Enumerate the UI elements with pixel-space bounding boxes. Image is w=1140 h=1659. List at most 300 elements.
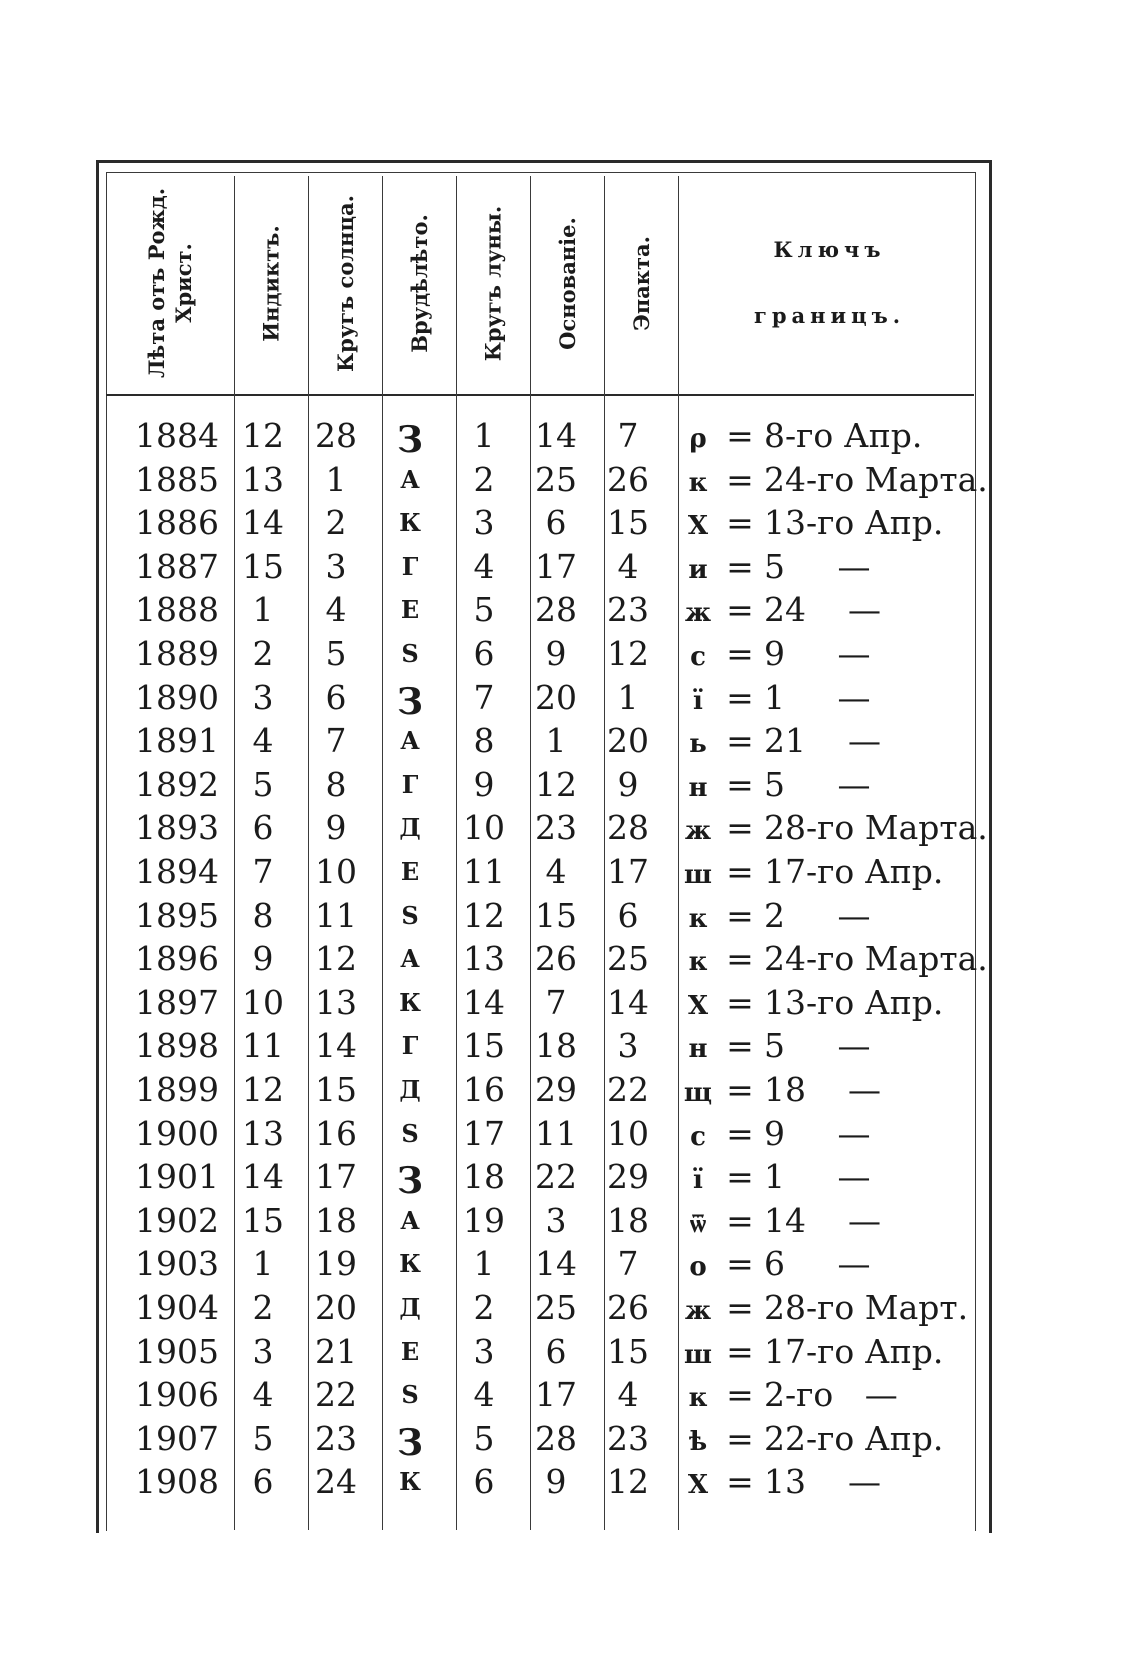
key-date: 21 —: [764, 721, 881, 760]
header-moon-cycle: Кругъ луны.: [480, 205, 506, 361]
key-letter: Χ: [687, 1470, 709, 1500]
osnovanie-cell: 4: [545, 852, 567, 891]
indict-cell: 1: [252, 1244, 274, 1283]
table-row: [106, 719, 974, 763]
key-letter: ш: [684, 1340, 712, 1370]
moon-cycle-cell: 16: [463, 1070, 505, 1109]
key-date: 13-го Апр.: [764, 983, 944, 1022]
moon-cycle-cell: 1: [473, 1244, 495, 1283]
key-cell: [680, 806, 988, 850]
key-cell: [680, 1068, 970, 1112]
header-years: [106, 176, 234, 390]
table-row: [106, 937, 988, 981]
key-date: 5 —: [764, 547, 871, 586]
moon-cycle-cell: 1: [473, 416, 495, 455]
sun-cycle-cell: 7: [325, 721, 347, 760]
epakta-cell: 20: [607, 721, 649, 760]
sun-cycle-cell: 3: [325, 547, 347, 586]
key-cell: [680, 501, 970, 545]
table-row: [106, 632, 974, 676]
table-row: [106, 1112, 974, 1156]
key-cell: [680, 850, 970, 894]
vrutseleto-cell: К: [399, 988, 421, 1017]
header-epakta: Эпакта.: [628, 235, 654, 331]
key-date: 18 —: [764, 1070, 881, 1109]
header-indict: Индиктъ.: [258, 224, 284, 342]
osnovanie-cell: 28: [535, 1419, 577, 1458]
key-equals: =: [726, 460, 754, 499]
epakta-cell: 1: [617, 678, 639, 717]
key-date: 1 —: [764, 678, 871, 717]
table-row: [106, 1242, 974, 1286]
indict-cell: 5: [252, 765, 274, 804]
moon-cycle-cell: 8: [473, 721, 495, 760]
indict-cell: 2: [252, 634, 274, 673]
table-row: [106, 1460, 974, 1504]
key-letter: Χ: [687, 511, 709, 541]
epakta-cell: 10: [607, 1114, 649, 1153]
year-cell: 1905: [135, 1332, 219, 1371]
key-equals: =: [726, 808, 754, 847]
sun-cycle-cell: 19: [315, 1244, 357, 1283]
key-date: 5 —: [764, 765, 871, 804]
epakta-cell: 22: [607, 1070, 649, 1109]
header-key-line2: границъ.: [753, 303, 906, 328]
key-date: 28-го Март.: [764, 1288, 969, 1327]
key-equals: =: [726, 1419, 754, 1458]
key-equals: =: [726, 721, 754, 760]
indict-cell: 3: [252, 1332, 274, 1371]
vrutseleto-cell: Д: [399, 1075, 421, 1104]
key-date: 6 —: [764, 1244, 871, 1283]
indict-cell: 14: [242, 503, 284, 542]
year-cell: 1899: [135, 1070, 219, 1109]
key-date: 8-го Апр.: [764, 416, 923, 455]
epakta-cell: 29: [607, 1157, 649, 1196]
key-date: 17-го Апр.: [764, 1332, 944, 1371]
key-equals: =: [726, 1070, 754, 1109]
sun-cycle-cell: 23: [315, 1419, 357, 1458]
indict-cell: 3: [252, 678, 274, 717]
key-date: 5 —: [764, 1026, 871, 1065]
table-row: [106, 763, 974, 807]
key-equals: =: [726, 765, 754, 804]
key-cell: [680, 1417, 970, 1461]
table-row: [106, 850, 974, 894]
vrutseleto-cell: А: [400, 726, 420, 755]
indict-cell: 2: [252, 1288, 274, 1327]
year-cell: 1900: [135, 1114, 219, 1153]
key-equals: =: [726, 1114, 754, 1153]
key-letter: ї: [693, 1165, 703, 1195]
key-letter: ї: [693, 686, 703, 716]
vrutseleto-cell: Е: [400, 857, 420, 886]
year-cell: 1889: [135, 634, 219, 673]
moon-cycle-cell: 7: [473, 678, 495, 717]
indict-cell: 1: [252, 590, 274, 629]
sun-cycle-cell: 22: [315, 1375, 357, 1414]
sun-cycle-cell: 28: [315, 416, 357, 455]
indict-cell: 15: [242, 1201, 284, 1240]
moon-cycle-cell: 14: [463, 983, 505, 1022]
key-date: 13-го Апр.: [764, 503, 944, 542]
table-row: [106, 1417, 974, 1464]
table-row: [106, 894, 974, 938]
osnovanie-cell: 17: [535, 1375, 577, 1414]
key-date: 13 —: [764, 1462, 881, 1501]
osnovanie-cell: 23: [535, 808, 577, 847]
moon-cycle-cell: 3: [473, 503, 495, 542]
vrutseleto-cell: Д: [399, 1293, 421, 1322]
key-equals: =: [726, 590, 754, 629]
key-date: 28-го Марта.: [764, 808, 988, 847]
vrutseleto-cell: З: [397, 681, 423, 723]
epakta-cell: 23: [607, 590, 649, 629]
vrutseleto-cell: Ѕ: [401, 1119, 419, 1148]
table-row: [106, 1155, 974, 1202]
year-cell: 1895: [135, 896, 219, 935]
key-date: 2-го —: [764, 1375, 898, 1414]
vrutseleto-cell: К: [399, 1467, 421, 1496]
vrutseleto-cell: А: [400, 944, 420, 973]
key-letter: о: [689, 1252, 707, 1282]
osnovanie-cell: 14: [535, 1244, 577, 1283]
indict-cell: 11: [242, 1026, 284, 1065]
vrutseleto-cell: Г: [401, 770, 419, 799]
header-sun-cycle: Кругъ солнца.: [332, 194, 358, 372]
key-cell: [680, 458, 988, 502]
key-cell: [680, 981, 970, 1025]
year-cell: 1908: [135, 1462, 219, 1501]
year-cell: 1885: [135, 460, 219, 499]
epakta-cell: 6: [617, 896, 639, 935]
key-letter: ѿ: [689, 1209, 707, 1239]
table-row: [106, 806, 988, 850]
key-letter: к: [688, 947, 708, 977]
year-cell: 1902: [135, 1201, 219, 1240]
key-equals: =: [726, 939, 754, 978]
vrutseleto-cell: Е: [400, 595, 420, 624]
moon-cycle-cell: 17: [463, 1114, 505, 1153]
epakta-cell: 9: [617, 765, 639, 804]
epakta-cell: 15: [607, 503, 649, 542]
indict-cell: 13: [242, 1114, 284, 1153]
key-equals: =: [726, 896, 754, 935]
header-rule: [106, 394, 974, 396]
indict-cell: 5: [252, 1419, 274, 1458]
key-date: 24-го Марта.: [764, 460, 988, 499]
year-cell: 1906: [135, 1375, 219, 1414]
table-row: [106, 1024, 974, 1068]
key-letter: ь: [689, 729, 707, 759]
header-key-line1: Ключъ: [773, 237, 886, 262]
key-cell: [680, 1199, 970, 1243]
year-cell: 1887: [135, 547, 219, 586]
moon-cycle-cell: 15: [463, 1026, 505, 1065]
year-cell: 1888: [135, 590, 219, 629]
table-row: [106, 1286, 974, 1330]
year-cell: 1884: [135, 416, 219, 455]
epakta-cell: 23: [607, 1419, 649, 1458]
key-date: 2 —: [764, 896, 871, 935]
key-cell: [680, 632, 970, 676]
year-cell: 1897: [135, 983, 219, 1022]
moon-cycle-cell: 18: [463, 1157, 505, 1196]
vrutseleto-cell: А: [400, 465, 420, 494]
moon-cycle-cell: 10: [463, 808, 505, 847]
table-row: [106, 1373, 974, 1417]
header-osnovanie: Основаніе.: [554, 216, 580, 350]
key-cell: [680, 1155, 970, 1199]
key-cell: [680, 1112, 970, 1156]
sun-cycle-cell: 21: [315, 1332, 357, 1371]
key-equals: =: [726, 678, 754, 717]
table-row: [106, 1068, 974, 1112]
epakta-cell: 26: [607, 1288, 649, 1327]
vrutseleto-cell: Ѕ: [401, 1380, 419, 1409]
key-equals: =: [726, 1026, 754, 1065]
key-cell: [680, 937, 988, 981]
key-letter: к: [688, 904, 708, 934]
sun-cycle-cell: 6: [325, 678, 347, 717]
osnovanie-cell: 11: [535, 1114, 577, 1153]
key-equals: =: [726, 416, 754, 455]
key-letter: и: [688, 555, 708, 585]
sun-cycle-cell: 16: [315, 1114, 357, 1153]
key-equals: =: [726, 852, 754, 891]
key-equals: =: [726, 983, 754, 1022]
vrutseleto-cell: К: [399, 1249, 421, 1278]
moon-cycle-cell: 3: [473, 1332, 495, 1371]
osnovanie-cell: 6: [545, 1332, 567, 1371]
indict-cell: 4: [252, 721, 274, 760]
year-cell: 1886: [135, 503, 219, 542]
moon-cycle-cell: 9: [473, 765, 495, 804]
key-date: 14 —: [764, 1201, 881, 1240]
table-row: [106, 414, 974, 461]
key-cell: [680, 763, 970, 807]
moon-cycle-cell: 4: [473, 1375, 495, 1414]
key-letter: к: [688, 1383, 708, 1413]
indict-cell: 9: [252, 939, 274, 978]
osnovanie-cell: 28: [535, 590, 577, 629]
osnovanie-cell: 20: [535, 678, 577, 717]
epakta-cell: 14: [607, 983, 649, 1022]
indict-cell: 6: [252, 1462, 274, 1501]
key-letter: к: [688, 468, 708, 498]
key-date: 24 —: [764, 590, 881, 629]
key-equals: =: [726, 1244, 754, 1283]
key-date: 9 —: [764, 634, 871, 673]
sun-cycle-cell: 4: [325, 590, 347, 629]
key-cell: [680, 1286, 970, 1330]
osnovanie-cell: 14: [535, 416, 577, 455]
epakta-cell: 28: [607, 808, 649, 847]
key-letter: н: [688, 773, 708, 803]
osnovanie-cell: 25: [535, 1288, 577, 1327]
vrutseleto-cell: З: [397, 1160, 423, 1202]
epakta-cell: 15: [607, 1332, 649, 1371]
osnovanie-cell: 9: [545, 1462, 567, 1501]
key-equals: =: [726, 634, 754, 673]
year-cell: 1904: [135, 1288, 219, 1327]
indict-cell: 13: [242, 460, 284, 499]
vrutseleto-cell: Г: [401, 552, 419, 581]
key-date: 22-го Апр.: [764, 1419, 944, 1458]
indict-cell: 10: [242, 983, 284, 1022]
key-letter: н: [688, 1034, 708, 1064]
osnovanie-cell: 1: [545, 721, 567, 760]
epakta-cell: 7: [617, 416, 639, 455]
sun-cycle-cell: 13: [315, 983, 357, 1022]
epakta-cell: 4: [617, 1375, 639, 1414]
indict-cell: 14: [242, 1157, 284, 1196]
key-letter: ж: [684, 1296, 712, 1326]
key-letter: с: [690, 1122, 706, 1152]
epakta-cell: 12: [607, 634, 649, 673]
vrutseleto-cell: А: [400, 1206, 420, 1235]
indict-cell: 15: [242, 547, 284, 586]
sun-cycle-cell: 12: [315, 939, 357, 978]
moon-cycle-cell: 2: [473, 460, 495, 499]
epakta-cell: 3: [617, 1026, 639, 1065]
key-letter: ρ: [689, 424, 707, 454]
header-vrutseleto: Врудѣлѣто.: [406, 213, 432, 353]
key-cell: [680, 719, 970, 763]
sun-cycle-cell: 20: [315, 1288, 357, 1327]
table-row: [106, 501, 974, 545]
osnovanie-cell: 15: [535, 896, 577, 935]
osnovanie-cell: 7: [545, 983, 567, 1022]
table-row: [106, 588, 974, 632]
table-row: [106, 981, 974, 1025]
osnovanie-cell: 18: [535, 1026, 577, 1065]
indict-cell: 7: [252, 852, 274, 891]
osnovanie-cell: 26: [535, 939, 577, 978]
year-cell: 1891: [135, 721, 219, 760]
osnovanie-cell: 25: [535, 460, 577, 499]
key-date: 17-го Апр.: [764, 852, 944, 891]
moon-cycle-cell: 13: [463, 939, 505, 978]
key-letter: ѣ: [688, 1427, 708, 1457]
vrutseleto-cell: Ѕ: [401, 901, 419, 930]
key-equals: =: [726, 1375, 754, 1414]
sun-cycle-cell: 24: [315, 1462, 357, 1501]
key-equals: =: [726, 1201, 754, 1240]
sun-cycle-cell: 14: [315, 1026, 357, 1065]
key-cell: [680, 676, 970, 720]
indict-cell: 12: [242, 1070, 284, 1109]
key-letter: ш: [684, 860, 712, 890]
moon-cycle-cell: 19: [463, 1201, 505, 1240]
year-cell: 1890: [135, 678, 219, 717]
moon-cycle-cell: 4: [473, 547, 495, 586]
osnovanie-cell: 3: [545, 1201, 567, 1240]
osnovanie-cell: 12: [535, 765, 577, 804]
osnovanie-cell: 29: [535, 1070, 577, 1109]
vrutseleto-cell: З: [397, 1422, 423, 1464]
vrutseleto-cell: К: [399, 508, 421, 537]
osnovanie-cell: 17: [535, 547, 577, 586]
table-row: [106, 545, 974, 589]
key-date: 24-го Марта.: [764, 939, 988, 978]
epakta-cell: 17: [607, 852, 649, 891]
sun-cycle-cell: 5: [325, 634, 347, 673]
table-row: [106, 458, 988, 502]
key-letter: Χ: [687, 991, 709, 1021]
osnovanie-cell: 22: [535, 1157, 577, 1196]
epakta-cell: 25: [607, 939, 649, 978]
key-equals: =: [726, 1332, 754, 1371]
year-cell: 1892: [135, 765, 219, 804]
table-row: [106, 1330, 974, 1374]
indict-cell: 6: [252, 808, 274, 847]
sun-cycle-cell: 17: [315, 1157, 357, 1196]
vrutseleto-cell: З: [397, 419, 423, 461]
moon-cycle-cell: 12: [463, 896, 505, 935]
moon-cycle-cell: 6: [473, 634, 495, 673]
moon-cycle-cell: 5: [473, 590, 495, 629]
vrutseleto-cell: Г: [401, 1031, 419, 1060]
indict-cell: 4: [252, 1375, 274, 1414]
key-cell: [680, 1373, 970, 1417]
moon-cycle-cell: 5: [473, 1419, 495, 1458]
year-cell: 1901: [135, 1157, 219, 1196]
vrutseleto-cell: Д: [399, 813, 421, 842]
header-years-line1: Лѣта отъ Рожд.: [144, 187, 170, 379]
key-equals: =: [726, 1288, 754, 1327]
key-date: 1 —: [764, 1157, 871, 1196]
key-cell: [680, 1460, 970, 1504]
key-cell: [680, 588, 970, 632]
key-letter: ж: [684, 598, 712, 628]
key-equals: =: [726, 503, 754, 542]
epakta-cell: 4: [617, 547, 639, 586]
key-letter: ж: [684, 816, 712, 846]
header-key-of-boundaries: [685, 176, 974, 390]
sun-cycle-cell: 10: [315, 852, 357, 891]
sun-cycle-cell: 11: [315, 896, 357, 935]
key-cell: [680, 1330, 970, 1374]
moon-cycle-cell: 2: [473, 1288, 495, 1327]
epakta-cell: 26: [607, 460, 649, 499]
vrutseleto-cell: Е: [400, 1337, 420, 1366]
year-cell: 1894: [135, 852, 219, 891]
sun-cycle-cell: 1: [325, 460, 347, 499]
epakta-cell: 12: [607, 1462, 649, 1501]
key-cell: [680, 1024, 970, 1068]
year-cell: 1893: [135, 808, 219, 847]
key-equals: =: [726, 547, 754, 586]
moon-cycle-cell: 6: [473, 1462, 495, 1501]
year-cell: 1907: [135, 1419, 219, 1458]
sun-cycle-cell: 2: [325, 503, 347, 542]
key-date: 9 —: [764, 1114, 871, 1153]
key-equals: =: [726, 1157, 754, 1196]
year-cell: 1896: [135, 939, 219, 978]
moon-cycle-cell: 11: [463, 852, 505, 891]
year-cell: 1898: [135, 1026, 219, 1065]
indict-cell: 8: [252, 896, 274, 935]
sun-cycle-cell: 8: [325, 765, 347, 804]
key-cell: [680, 1242, 970, 1286]
key-letter: с: [690, 642, 706, 672]
table-row: [106, 676, 974, 723]
key-equals: =: [726, 1462, 754, 1501]
key-letter: щ: [683, 1078, 713, 1108]
sun-cycle-cell: 15: [315, 1070, 357, 1109]
key-cell: [680, 545, 970, 589]
